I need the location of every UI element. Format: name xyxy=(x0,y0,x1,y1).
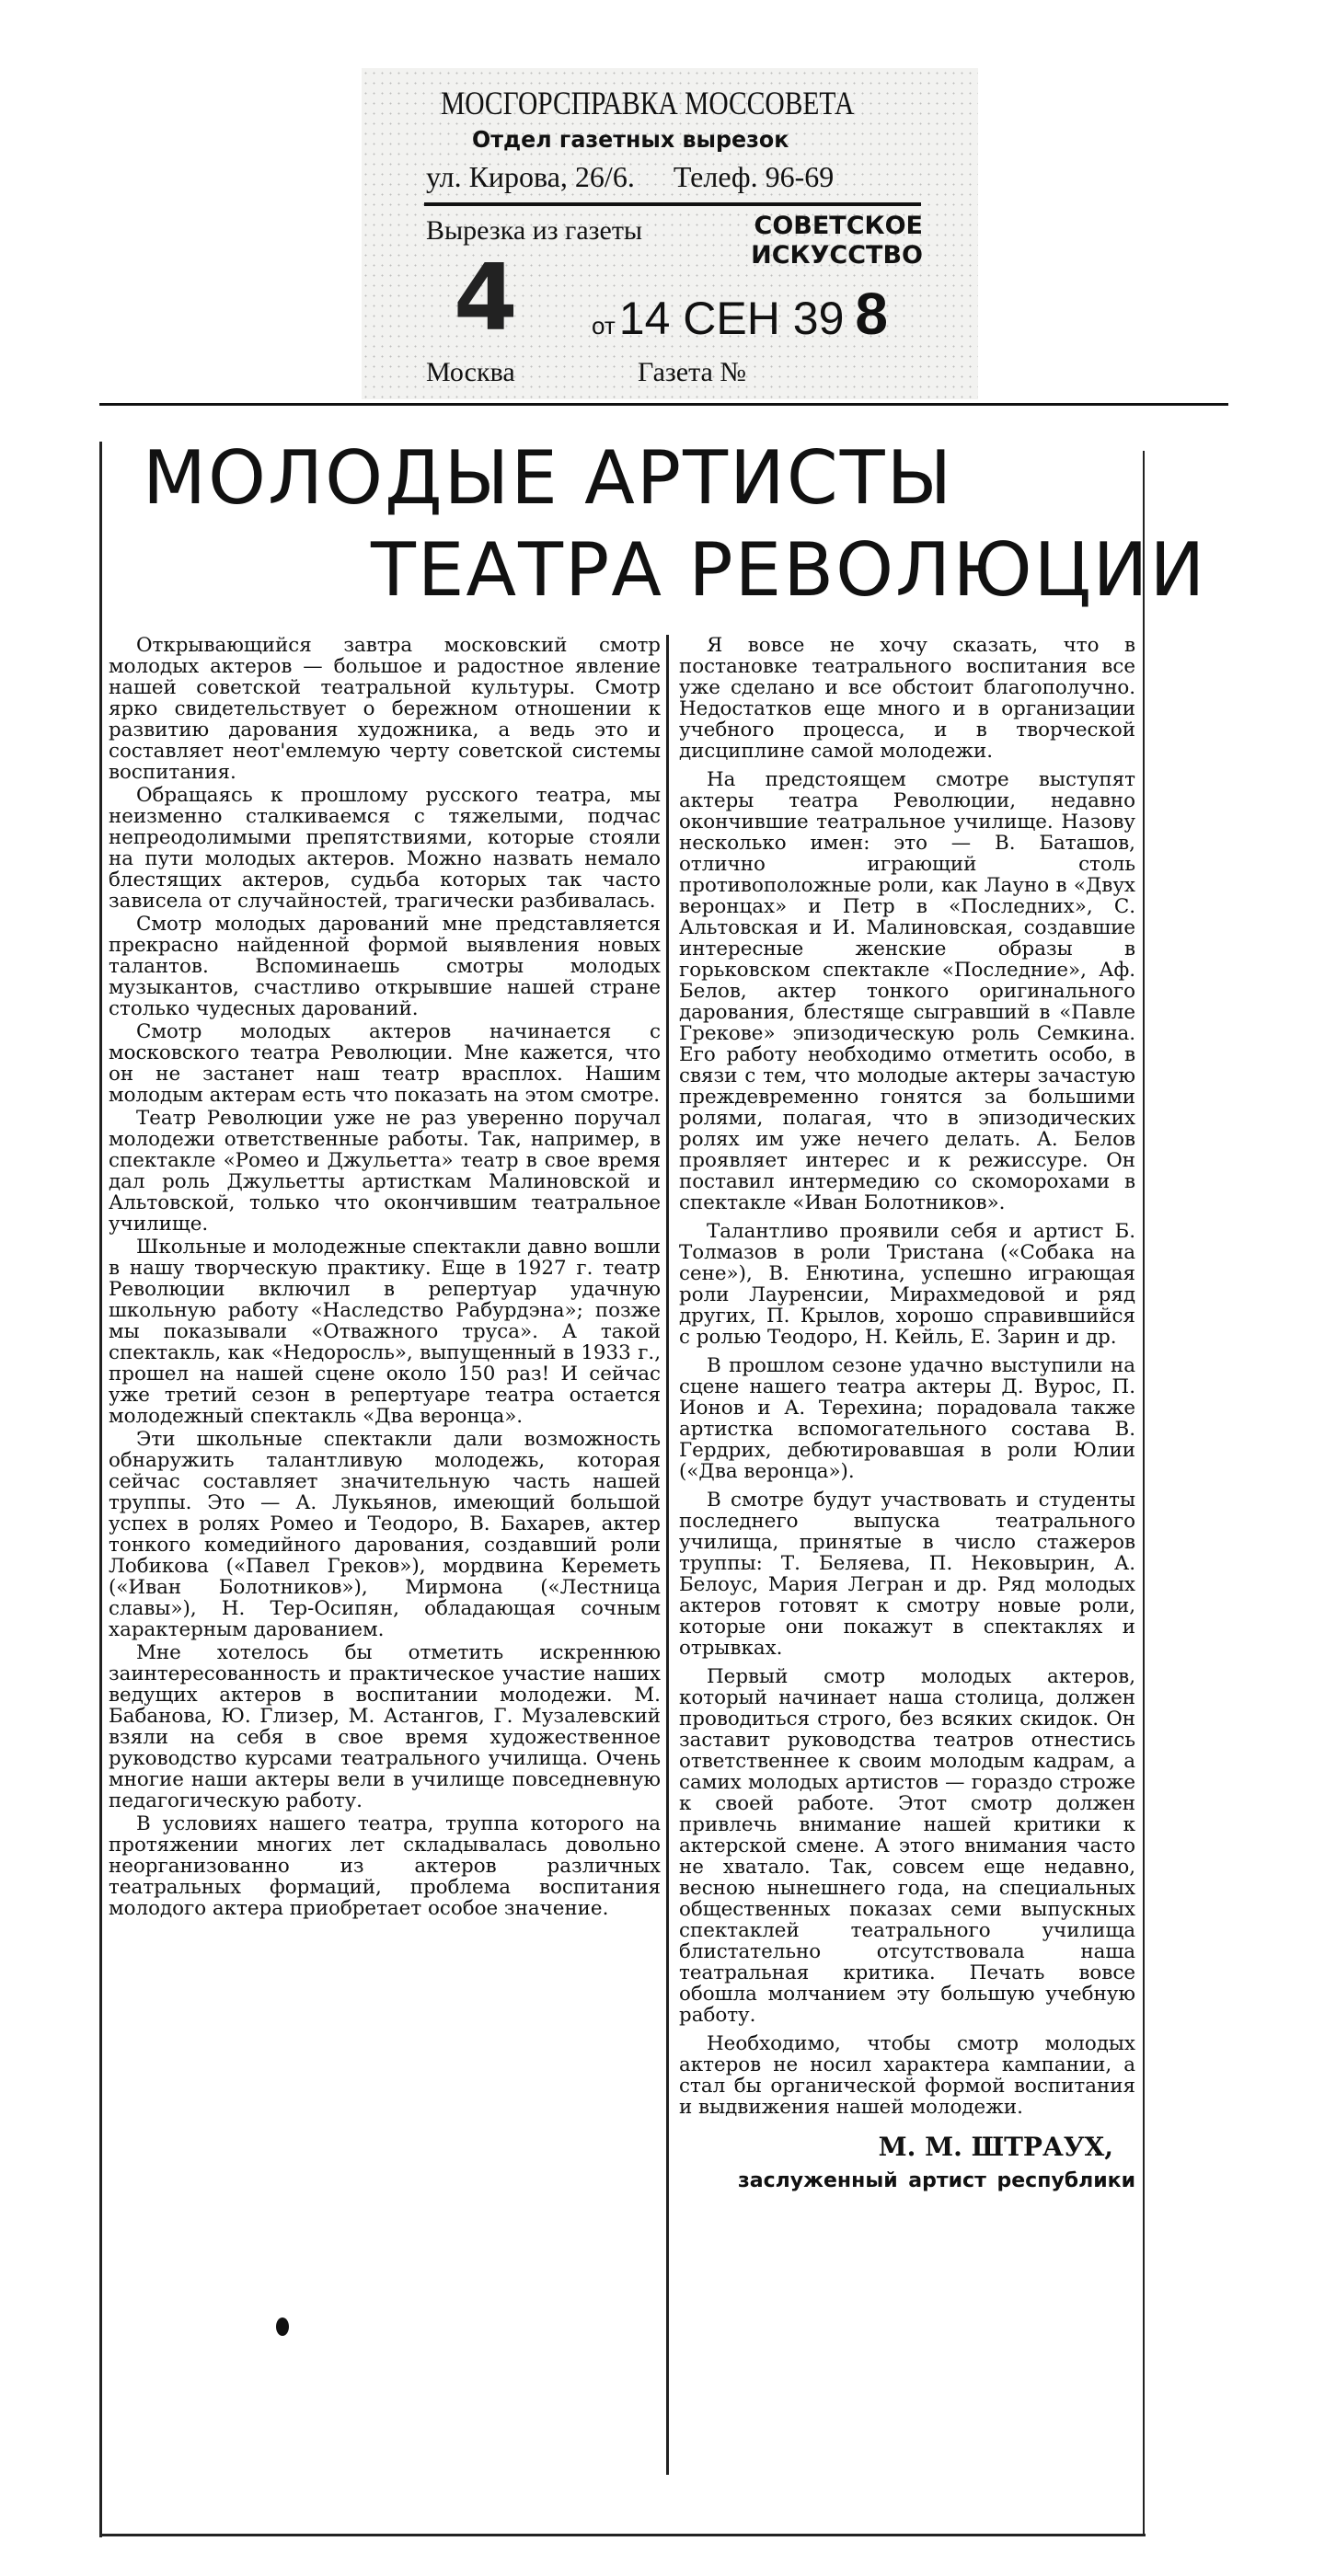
header-divider xyxy=(99,403,1228,406)
paragraph: Талантливо проявили себя и артист Б. Толмазов в роли Тристана («Собака на сене»), В. Енютина, успешно играющая роли Лауренсии, Мирахмедовой и ряд других, П. Крылов, хорошо справившийся с ролью Теодоро, Н. Кейль, Е. Зарин и др. xyxy=(679,1220,1135,1349)
stamp-date-prefix: от xyxy=(592,312,616,339)
paragraph: На предстоящем смотре выступят актеры театра Революции, недавно окончившие театральное училище. Назову несколько имен: это — В. Баташов, отлично играющий столь противоположные роли, как Лауно в «Двух веронцах» и Петр в «Последних», С. Альтовская и И. Малиновская, создавшие интересные женские образы в горьковском спектакле «Последние», Аф. Белов, актер тонкого оригинального дарования, блестяще сыгравший в «Павле Грекове» эпизодическую роль Семкина. Его работу необходимо отметить особо, в связи с тем, что молодые актеры зачастую преждевременно гонятся за большими ролями, полагая, что в эпизодических ролях им уже нечего делать. А. Белов проявляет интерес и к режиссуре. Он поставил интермедию со скоморохами в спектакле «Иван Болотников». xyxy=(679,768,1135,1214)
stamp-address-line xyxy=(426,158,872,195)
article-column-left xyxy=(109,635,661,1921)
paragraph: Первый смотр молодых актеров, который начинает наша столица, должен проводиться строго, без всяких скидок. Он заставит руководства театров отнестись ответственнее к своим молодым кадрам, а самих молодых артистов — гораздо строже к своей работе. Этот смотр должен привлечь внимание нашей критики к актерской смене. А этого внимания часто не хватало. Так, совсем еще недавно, весною нынешнего года, на специальных общественных показах семи выпускных спектаклей театрального училища блистательно отсутствовала наша театральная критика. Печать вовсе обошла молчанием эту большую учебную работу. xyxy=(679,1665,1135,2027)
stamp-page-mark: 8 xyxy=(855,281,888,347)
article-headline xyxy=(143,432,1206,616)
stamp-divider xyxy=(424,202,921,206)
ink-blot xyxy=(276,2317,289,2336)
paragraph: Я вовсе не хочу сказать, что в постановке театрального воспитания все уже сделано и все обстоит благополучно. Недостатков еще много и в организации учебного процесса, и в творческой дисциплине самой молодежи. xyxy=(679,634,1135,763)
paragraph: Смотр молодых дарований мне представляется прекрасно найденной формой выявления новых талантов. Вспоминаешь смотры молодых музыкантов, счастливо открывшие нашей стране столько чудесных дарований. xyxy=(109,913,661,1020)
paragraph: Обращаясь к прошлому русского театра, мы неизменно сталкиваемся с тяжелыми, подчас непреодолимыми препятствиями, которые стояли на пути молодых актеров. Можно назвать немало блестящих актеров, судьба которых так часто зависела от случайностей, трагически разбивалась. xyxy=(109,784,661,913)
author-name: М. М. ШТРАУХ, xyxy=(878,2132,1113,2162)
paragraph: В смотре будут участвовать и студенты последнего выпуска театрального училища, принятые в число стажеров труппы: Т. Беляева, П. Нековырин, А. Белоус, Мария Легран и др. Ряд молодых актеров готовят к смотру новые роли, которые они покажут в спектаклях и отрывках. xyxy=(679,1489,1135,1660)
stamp-address: ул. Кирова, 26/6. xyxy=(426,160,635,193)
stamp-date-value: 14 СЕН 39 xyxy=(618,293,845,344)
article-frame-bottom xyxy=(99,2534,1146,2536)
column-divider xyxy=(666,635,669,2475)
stamp-agency: МОСГОРСПРАВКА МОССОВЕТА xyxy=(441,85,855,121)
article-frame-right xyxy=(1143,451,1145,2534)
author-signature xyxy=(679,2129,1135,2197)
paragraph: Эти школьные спектакли дали возможность обнаружить талантливую молодежь, которая сейчас составляет значительную часть нашей труппы. Это — А. Лукьянов, имеющий большой успех в ролях Ромео и Теодоро, В. Бахарев, актер тонкого комедийного дарования, создавший роли Лобикова («Павел Греков»), мордвина Кереметь («Иван Болотников»), Мирмона («Лестница славы»), Н. Тер-Осипян, обладающая сочным характерным дарованием. xyxy=(109,1428,661,1641)
stamp-clipping-label: Вырезка из газеты xyxy=(426,215,643,246)
stamp-phone: Телеф. 96-69 xyxy=(673,160,835,193)
paragraph: В прошлом сезоне удачно выступили на сцене нашего театра актеры Д. Вурос, П. Ионов и А. Терехина; порадовала также артистка вспомогательного состава В. Гердрих, дебютировавшая в роли Юлии («Два веронца»). xyxy=(679,1354,1135,1483)
headline-line-2: ТЕАТРА РЕВОЛЮЦИИ xyxy=(371,527,1207,613)
headline-line-1: МОЛОДЫЕ АРТИСТЫ xyxy=(143,435,954,521)
stamp-department: Отдел газетных вырезок xyxy=(472,126,789,153)
author-title: заслуженный артист республики xyxy=(737,2169,1135,2192)
handwritten-number: 4 xyxy=(454,244,518,351)
paragraph: Смотр молодых актеров начинается с московского театра Революции. Мне кажется, что он не застанет наш театр врасплох. Нашим молодым актерам есть что показать на этом смотре. xyxy=(109,1020,661,1107)
paragraph: Мне хотелось бы отметить искреннюю заинтересованность и практическое участие наших ведущих актеров в воспитании молодежи. М. Бабанова, Ю. Глизер, М. Астангов, Г. Музалевский взяли на себя в свое время художественное руководство курсами театрального училища. Очень многие наши актеры вели в училище повседневную педагогическую работу. xyxy=(109,1641,661,1812)
paragraph: В условиях нашего театра, труппа которого на протяжении многих лет складывалась довольно неорганизованно из актеров различных театральных формаций, проблема воспитания молодого актера приобретает особое значение. xyxy=(109,1812,661,1920)
stamp-newspaper-line: СОВЕТСКОЕ xyxy=(754,212,923,240)
paragraph: Театр Революции уже не раз уверенно поручал молодежи ответственные работы. Так, например, в спектакле «Ромео и Джульетта» театр в свое время дал роль Джульетты артисткам Малиновской и Альтовской, только что окончившим театральное училище. xyxy=(109,1107,661,1236)
stamp-newspaper-name xyxy=(720,212,923,270)
clipping-service-stamp xyxy=(362,68,978,399)
article-column-right xyxy=(679,635,1135,2125)
paragraph: Школьные и молодежные спектакли давно вошли в нашу творческую практику. Еще в 1927 г. театр Революции включил в репертуар удачную школьную работу «Наследство Рабурдэна»; позже мы показывали «Отважного труса». А такой спектакль, как «Недоросль», выпущенный в 1933 г., прошел на нашей сцене около 150 раз! И сейчас уже третий сезон в репертуаре театра остается молодежный спектакль «Два веронца». xyxy=(109,1236,661,1428)
paragraph: Необходимо, чтобы смотр молодых актеров не носил характера кампании, а стал бы органической формой воспитания и выдвижения нашей молодежи. xyxy=(679,2032,1135,2119)
article-frame-left xyxy=(99,442,102,2537)
stamp-newspaper-number-label: Газета № xyxy=(638,357,746,387)
paragraph: Открывающийся завтра московский смотр молодых актеров — большое и радостное явление нашей советской театральной культуры. Смотр ярко свидетельствует о бережном отношении к развитию дарования художника, а ведь это и составляет неот'емлемую черту советской системы воспитания. xyxy=(109,634,661,784)
stamp-city: Москва xyxy=(426,357,515,387)
stamp-date xyxy=(592,282,888,346)
stamp-newspaper-line: ИСКУССТВО xyxy=(751,241,923,270)
